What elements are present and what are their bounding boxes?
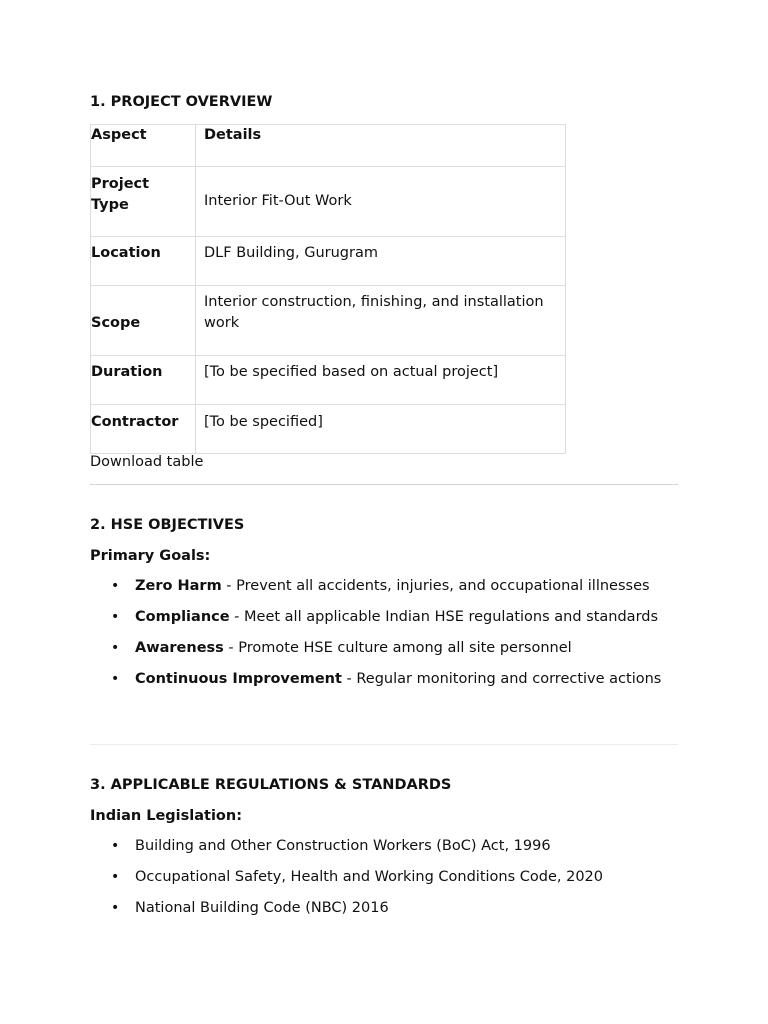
table-header-details: Details	[196, 125, 566, 167]
list-item	[90, 669, 678, 690]
table-cell-details: [To be specified based on actual project]	[196, 356, 566, 405]
table-row	[91, 167, 566, 237]
table-cell-details: Interior construction, finishing, and installation work	[196, 286, 566, 356]
section-3-heading: 3. APPLICABLE REGULATIONS & STANDARDS	[90, 777, 452, 793]
indian-legislation-subheading: Indian Legislation:	[90, 808, 243, 824]
table-cell-details: Interior Fit-Out Work	[196, 167, 566, 237]
table-cell-aspect: Project Type	[91, 167, 196, 237]
section-1-heading: 1. PROJECT OVERVIEW	[90, 94, 273, 110]
hse-objectives-list	[90, 576, 678, 690]
table-cell-aspect: Contractor	[91, 405, 196, 454]
bullet-icon: •	[111, 578, 120, 594]
table-cell-aspect: Duration	[91, 356, 196, 405]
list-item-text: - Promote HSE culture among all site personnel	[223, 640, 572, 656]
list-item-text: Building and Other Construction Workers (BoC) Act, 1996	[135, 838, 551, 854]
legislation-list	[90, 836, 678, 919]
list-item	[90, 576, 678, 597]
table-row	[91, 286, 566, 356]
list-item	[90, 638, 678, 659]
table-cell-details: [To be specified]	[196, 405, 566, 454]
table-header-row	[91, 125, 566, 167]
table-cell-details: DLF Building, Gurugram	[196, 237, 566, 286]
list-item-term: Compliance	[135, 609, 230, 625]
table-cell-aspect: Scope	[91, 286, 196, 356]
list-item-text: - Regular monitoring and corrective actions	[341, 671, 662, 687]
bullet-icon: •	[111, 869, 120, 885]
download-table-link[interactable]: Download table	[90, 454, 204, 470]
list-item-term: Awareness	[135, 640, 224, 656]
list-item	[90, 836, 678, 857]
project-overview-table	[90, 124, 566, 454]
section-divider	[90, 744, 678, 745]
table-row	[91, 356, 566, 405]
list-item-text: - Meet all applicable Indian HSE regulations and standards	[229, 609, 659, 625]
list-item	[90, 607, 678, 628]
list-item-text: - Prevent all accidents, injuries, and occupational illnesses	[221, 578, 650, 594]
list-item-term: Zero Harm	[135, 578, 222, 594]
table-cell-aspect: Location	[91, 237, 196, 286]
primary-goals-subheading: Primary Goals:	[90, 548, 211, 564]
list-item	[90, 867, 678, 888]
table-row	[91, 237, 566, 286]
table-header-aspect: Aspect	[91, 125, 196, 167]
bullet-icon: •	[111, 671, 120, 687]
bullet-icon: •	[111, 838, 120, 854]
list-item-text: National Building Code (NBC) 2016	[135, 900, 389, 916]
bullet-icon: •	[111, 900, 120, 916]
list-item-text: Occupational Safety, Health and Working Conditions Code, 2020	[135, 869, 603, 885]
section-2-heading: 2. HSE OBJECTIVES	[90, 517, 245, 533]
bullet-icon: •	[111, 609, 120, 625]
list-item-term: Continuous Improvement	[135, 671, 342, 687]
bullet-icon: •	[111, 640, 120, 656]
table-row	[91, 405, 566, 454]
list-item	[90, 898, 678, 919]
section-divider	[90, 484, 678, 485]
